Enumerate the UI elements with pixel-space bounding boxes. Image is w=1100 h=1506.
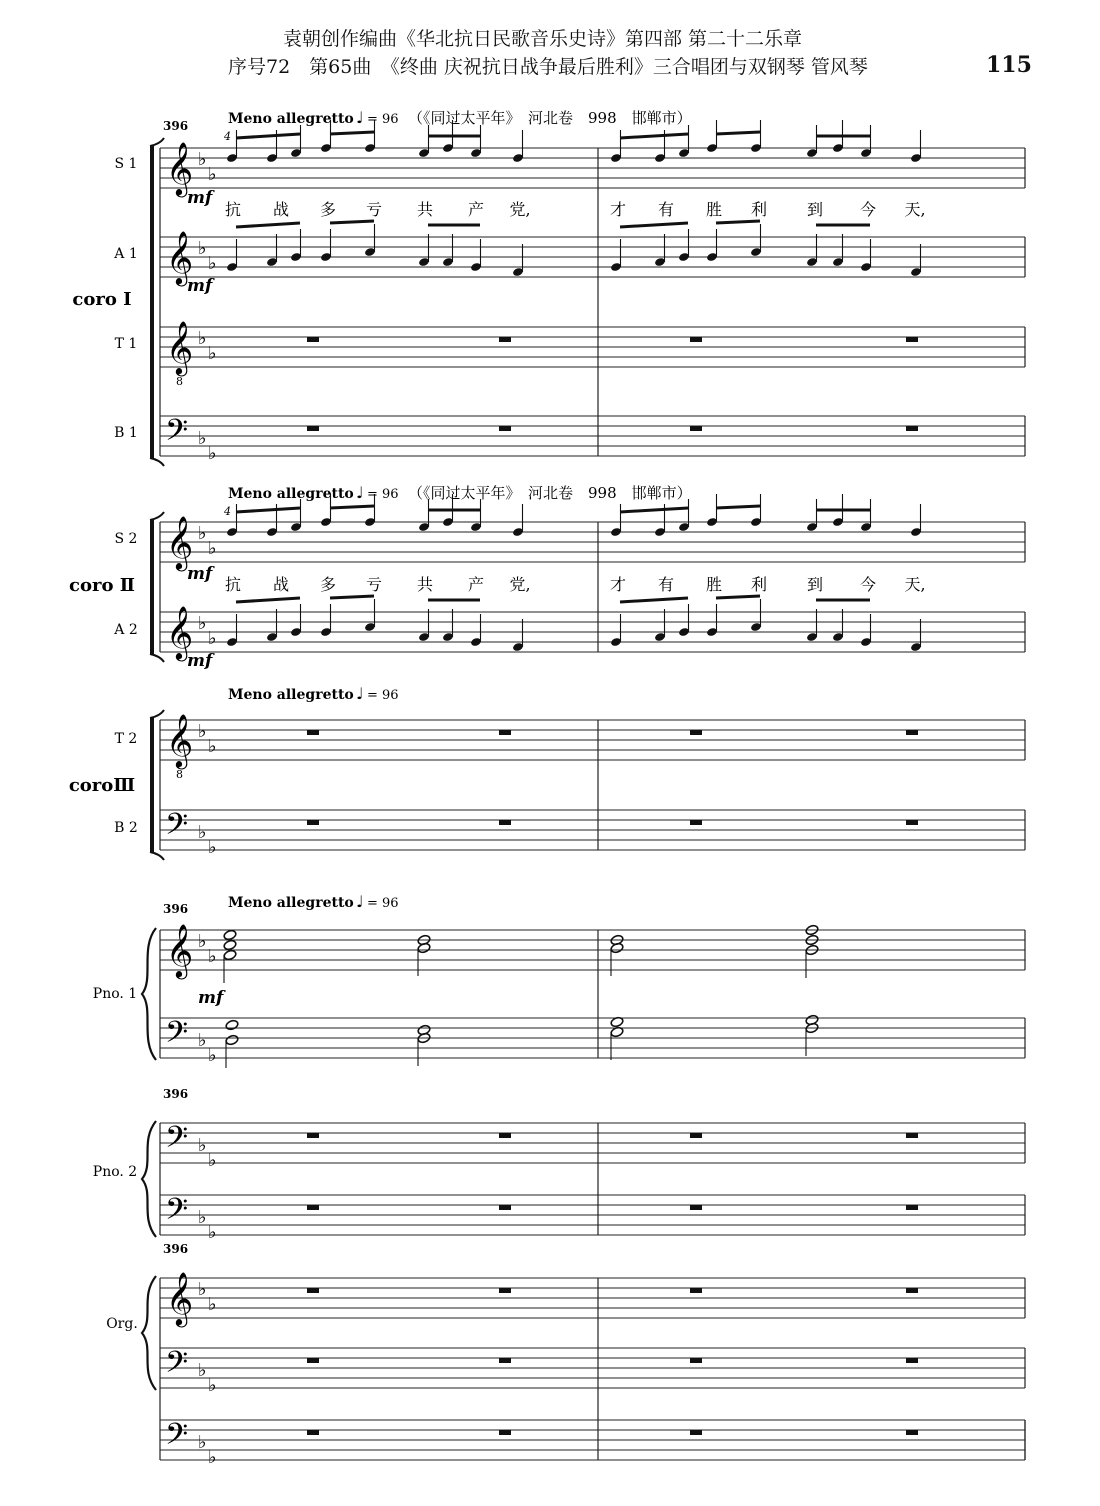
- bass-clef: 𝄢: [165, 808, 189, 849]
- lyric-syllable: 天,: [904, 575, 926, 594]
- lyric-syllable: 亏: [365, 200, 383, 219]
- note-beam: [330, 506, 374, 508]
- lyric-syllable: 战: [272, 200, 290, 219]
- whole-rest: [499, 1288, 511, 1293]
- flat-sign: ♭: [198, 238, 207, 259]
- whole-rest: [906, 1358, 918, 1363]
- tempo-text: Meno allegretto: [228, 895, 354, 911]
- choir-bracket-coro2-cap: [150, 512, 164, 520]
- choir-bracket-coro2: [150, 520, 154, 654]
- measure-number-pno1: 396: [163, 902, 189, 916]
- whole-rest: [499, 820, 511, 825]
- flat-sign: ♭: [208, 538, 217, 559]
- choir-bracket-coro3-cap: [150, 710, 164, 718]
- lyric-syllable: 胜: [705, 575, 723, 594]
- quarter-note-glyph: ♩: [356, 108, 364, 127]
- tempo-marking-coro1: [228, 108, 692, 127]
- lyric-syllable: 党,: [509, 200, 531, 219]
- whole-rest: [690, 1288, 702, 1293]
- lyrics-s1: [225, 200, 926, 219]
- note-beam: [620, 508, 688, 512]
- choir-bracket-coro1: [150, 146, 154, 458]
- staff-label-org: Org.: [106, 1316, 138, 1332]
- whole-rest: [499, 730, 511, 735]
- whole-rest: [906, 1430, 918, 1435]
- note-beam: [716, 221, 760, 223]
- staff-label-a2: A 2: [114, 622, 138, 638]
- tempo-marking-coro3: [228, 684, 399, 703]
- lyric-syllable: 亏: [365, 575, 383, 594]
- flat-sign: ♭: [208, 164, 217, 185]
- lyric-syllable: 产: [467, 200, 485, 219]
- tempo-text: Meno allegretto: [228, 687, 354, 703]
- lyric-syllable: 抗: [224, 575, 242, 594]
- lyric-syllable: 到: [806, 575, 824, 594]
- staff-label-t1: T 1: [114, 336, 138, 352]
- chord-note: [223, 949, 237, 961]
- tempo-marking-pno1: [228, 892, 399, 911]
- flat-sign: ♭: [198, 328, 207, 349]
- measure-number-pno2: 396: [163, 1087, 189, 1101]
- whole-rest: [906, 730, 918, 735]
- measure-number-s1: 396: [163, 119, 189, 133]
- dynamic-a2: mf: [187, 651, 213, 671]
- staff-label-s1: S 1: [114, 156, 138, 172]
- tuplet-number-s1: 4: [224, 130, 231, 143]
- whole-rest: [307, 1205, 319, 1210]
- whole-rest: [906, 1288, 918, 1293]
- lyric-syllable: 抗: [224, 200, 242, 219]
- whole-rest: [690, 1358, 702, 1363]
- staff-label-a1: A 1: [114, 246, 138, 262]
- flat-sign: ♭: [208, 946, 217, 967]
- whole-rest: [307, 1430, 319, 1435]
- lyric-syllable: 利: [750, 200, 768, 219]
- choir-label-coro3: coroⅢ: [68, 775, 136, 796]
- brace-pno1: [142, 928, 156, 1060]
- whole-rest: [906, 1205, 918, 1210]
- whole-rest: [499, 337, 511, 342]
- tempo-source: （《同过太平年》 河北卷 998 邯郸市）: [408, 109, 692, 127]
- whole-rest: [499, 1358, 511, 1363]
- flat-sign: ♭: [208, 1447, 217, 1468]
- whole-rest: [499, 1133, 511, 1138]
- bass-clef: 𝄢: [165, 1121, 189, 1162]
- bass-clef: 𝄢: [165, 1016, 189, 1057]
- whole-rest: [307, 1133, 319, 1138]
- note-beam: [716, 506, 760, 508]
- whole-rest: [690, 820, 702, 825]
- flat-sign: ♭: [208, 253, 217, 274]
- chord-note: [223, 929, 237, 941]
- staff-label-t2: T 2: [114, 731, 138, 747]
- quarter-note-glyph: ♩: [356, 892, 364, 911]
- flat-sign: ♭: [208, 1045, 217, 1066]
- note-beam: [236, 134, 300, 138]
- whole-rest: [690, 730, 702, 735]
- staff-label-pno2: Pno. 2: [92, 1164, 138, 1180]
- note-beam: [330, 596, 374, 598]
- chord-note: [223, 939, 237, 951]
- notes: [223, 120, 922, 1068]
- lyric-syllable: 今: [859, 575, 877, 594]
- staff-lines: [160, 148, 1025, 1460]
- whole-rest: [906, 820, 918, 825]
- flat-sign: ♭: [208, 343, 217, 364]
- treble-clef: 𝄞: [166, 713, 194, 767]
- chord-note: [225, 1034, 239, 1046]
- flat-sign: ♭: [198, 1360, 207, 1381]
- whole-rest: [307, 1288, 319, 1293]
- whole-rest: [690, 1430, 702, 1435]
- flat-sign: ♭: [208, 1375, 217, 1396]
- whole-rest: [499, 1205, 511, 1210]
- flat-sign: ♭: [198, 1135, 207, 1156]
- flat-sign: ♭: [208, 1222, 217, 1243]
- whole-rest: [307, 426, 319, 431]
- choir-label-coro2: coro Ⅱ: [69, 575, 135, 596]
- flat-sign: ♭: [198, 1207, 207, 1228]
- choir-label-coro1: coro Ⅰ: [72, 289, 132, 310]
- note-beam: [236, 223, 300, 227]
- lyric-syllable: 多: [319, 575, 337, 594]
- lyric-syllable: 胜: [705, 200, 723, 219]
- measure-number-org: 396: [163, 1242, 189, 1256]
- lyric-syllable: 党,: [509, 575, 531, 594]
- whole-rest: [906, 1133, 918, 1138]
- tempo-marking-coro2: [228, 483, 692, 502]
- header-line-1: 袁朝创作编曲《华北抗日民歌音乐史诗》第四部 第二十二乐章: [283, 28, 803, 50]
- treble-clef: 𝄞: [166, 515, 194, 569]
- lyric-syllable: 共: [416, 200, 434, 219]
- treble-clef: 𝄞: [166, 923, 194, 977]
- lyric-syllable: 利: [750, 575, 768, 594]
- tempo-text: Meno allegretto: [228, 111, 354, 127]
- whole-rest: [499, 1430, 511, 1435]
- lyric-syllable: 战: [272, 575, 290, 594]
- note-beam: [236, 508, 300, 512]
- note-beam: [716, 132, 760, 134]
- flat-sign: ♭: [208, 443, 217, 464]
- lyric-syllable: 有: [657, 575, 675, 594]
- bass-clef: 𝄢: [165, 1346, 189, 1387]
- tempo-text: Meno allegretto: [228, 486, 354, 502]
- flat-sign: ♭: [198, 149, 207, 170]
- whole-rest: [499, 426, 511, 431]
- tempo-bpm: = 96: [367, 896, 399, 911]
- choir-bracket-coro1-cap: [150, 138, 164, 146]
- tempo-source: （《同过太平年》 河北卷 998 邯郸市）: [408, 484, 692, 502]
- brace-org: [142, 1276, 156, 1390]
- lyric-syllable: 才: [609, 200, 627, 219]
- flat-sign: ♭: [198, 822, 207, 843]
- treble-clef: 𝄞: [166, 230, 194, 284]
- tempo-bpm: = 96: [367, 112, 399, 127]
- octave-marker: 8: [176, 768, 183, 781]
- whole-rest: [906, 426, 918, 431]
- lyric-syllable: 多: [319, 200, 337, 219]
- flat-sign: ♭: [198, 1030, 207, 1051]
- lyric-syllable: 才: [609, 575, 627, 594]
- treble-clef: 𝄞: [166, 605, 194, 659]
- choir-bracket-coro3-cap: [150, 852, 164, 860]
- whole-rest: [906, 337, 918, 342]
- flat-sign: ♭: [198, 428, 207, 449]
- page-number: 115: [986, 52, 1032, 78]
- dynamic-pno1: mf: [198, 988, 224, 1008]
- brace-pno2: [142, 1121, 156, 1237]
- chord-note: [225, 1019, 239, 1031]
- flat-sign: ♭: [198, 1279, 207, 1300]
- staff-label-s2: S 2: [114, 531, 138, 547]
- flat-sign: ♭: [198, 613, 207, 634]
- whole-rest: [690, 1205, 702, 1210]
- whole-rest: [307, 820, 319, 825]
- octave-marker: 8: [176, 375, 183, 388]
- note-beam: [716, 596, 760, 598]
- flat-sign: ♭: [208, 837, 217, 858]
- lyric-syllable: 到: [806, 200, 824, 219]
- flat-sign: ♭: [198, 1432, 207, 1453]
- flat-sign: ♭: [208, 736, 217, 757]
- lyric-syllable: 产: [467, 575, 485, 594]
- flat-sign: ♭: [198, 721, 207, 742]
- whole-rest: [307, 337, 319, 342]
- bass-clef: 𝄢: [165, 1418, 189, 1459]
- note-beam: [620, 223, 688, 227]
- flat-sign: ♭: [208, 628, 217, 649]
- header-line-2: 序号72 第65曲 《终曲 庆祝抗日战争最后胜利》三合唱团与双钢琴 管风琴: [228, 56, 868, 78]
- choir-bracket-coro2-cap: [150, 654, 164, 662]
- lyric-syllable: 今: [859, 200, 877, 219]
- note-beam: [330, 132, 374, 134]
- choir-bracket-coro1-cap: [150, 458, 164, 466]
- note-beam: [236, 598, 300, 602]
- lyrics-s2: [225, 575, 926, 594]
- dynamic-a1: mf: [187, 276, 213, 296]
- bass-clef: 𝄢: [165, 414, 189, 455]
- tuplet-number-s2: 4: [224, 505, 231, 518]
- note-beam: [330, 221, 374, 223]
- note-beam: [620, 134, 688, 138]
- dynamic-s1: mf: [187, 188, 213, 208]
- staff-label-b1: B 1: [114, 425, 138, 441]
- flat-sign: ♭: [208, 1294, 217, 1315]
- lyric-syllable: 天,: [904, 200, 926, 219]
- system-brackets: [142, 138, 1025, 1460]
- flat-sign: ♭: [198, 523, 207, 544]
- whole-rest: [307, 730, 319, 735]
- bass-clef: 𝄢: [165, 1193, 189, 1234]
- flat-sign: ♭: [208, 1150, 217, 1171]
- whole-rest: [690, 337, 702, 342]
- flat-sign: ♭: [198, 931, 207, 952]
- tempo-bpm: = 96: [367, 688, 399, 703]
- staff-label-pno1: Pno. 1: [92, 986, 138, 1002]
- quarter-note-glyph: ♩: [356, 483, 364, 502]
- whole-rest: [690, 426, 702, 431]
- dynamic-s2: mf: [187, 564, 213, 584]
- whole-rest: [307, 1358, 319, 1363]
- choir-bracket-coro3: [150, 718, 154, 852]
- staff-label-b2: B 2: [114, 820, 138, 836]
- lyric-syllable: 共: [416, 575, 434, 594]
- tempo-bpm: = 96: [367, 487, 399, 502]
- quarter-note-glyph: ♩: [356, 684, 364, 703]
- treble-clef: 𝄞: [166, 1271, 194, 1325]
- clefs-and-key-signatures: [165, 141, 217, 1468]
- treble-clef: 𝄞: [166, 141, 194, 195]
- note-beam: [620, 598, 688, 602]
- lyric-syllable: 有: [657, 200, 675, 219]
- treble-clef: 𝄞: [166, 320, 194, 374]
- whole-rest: [690, 1133, 702, 1138]
